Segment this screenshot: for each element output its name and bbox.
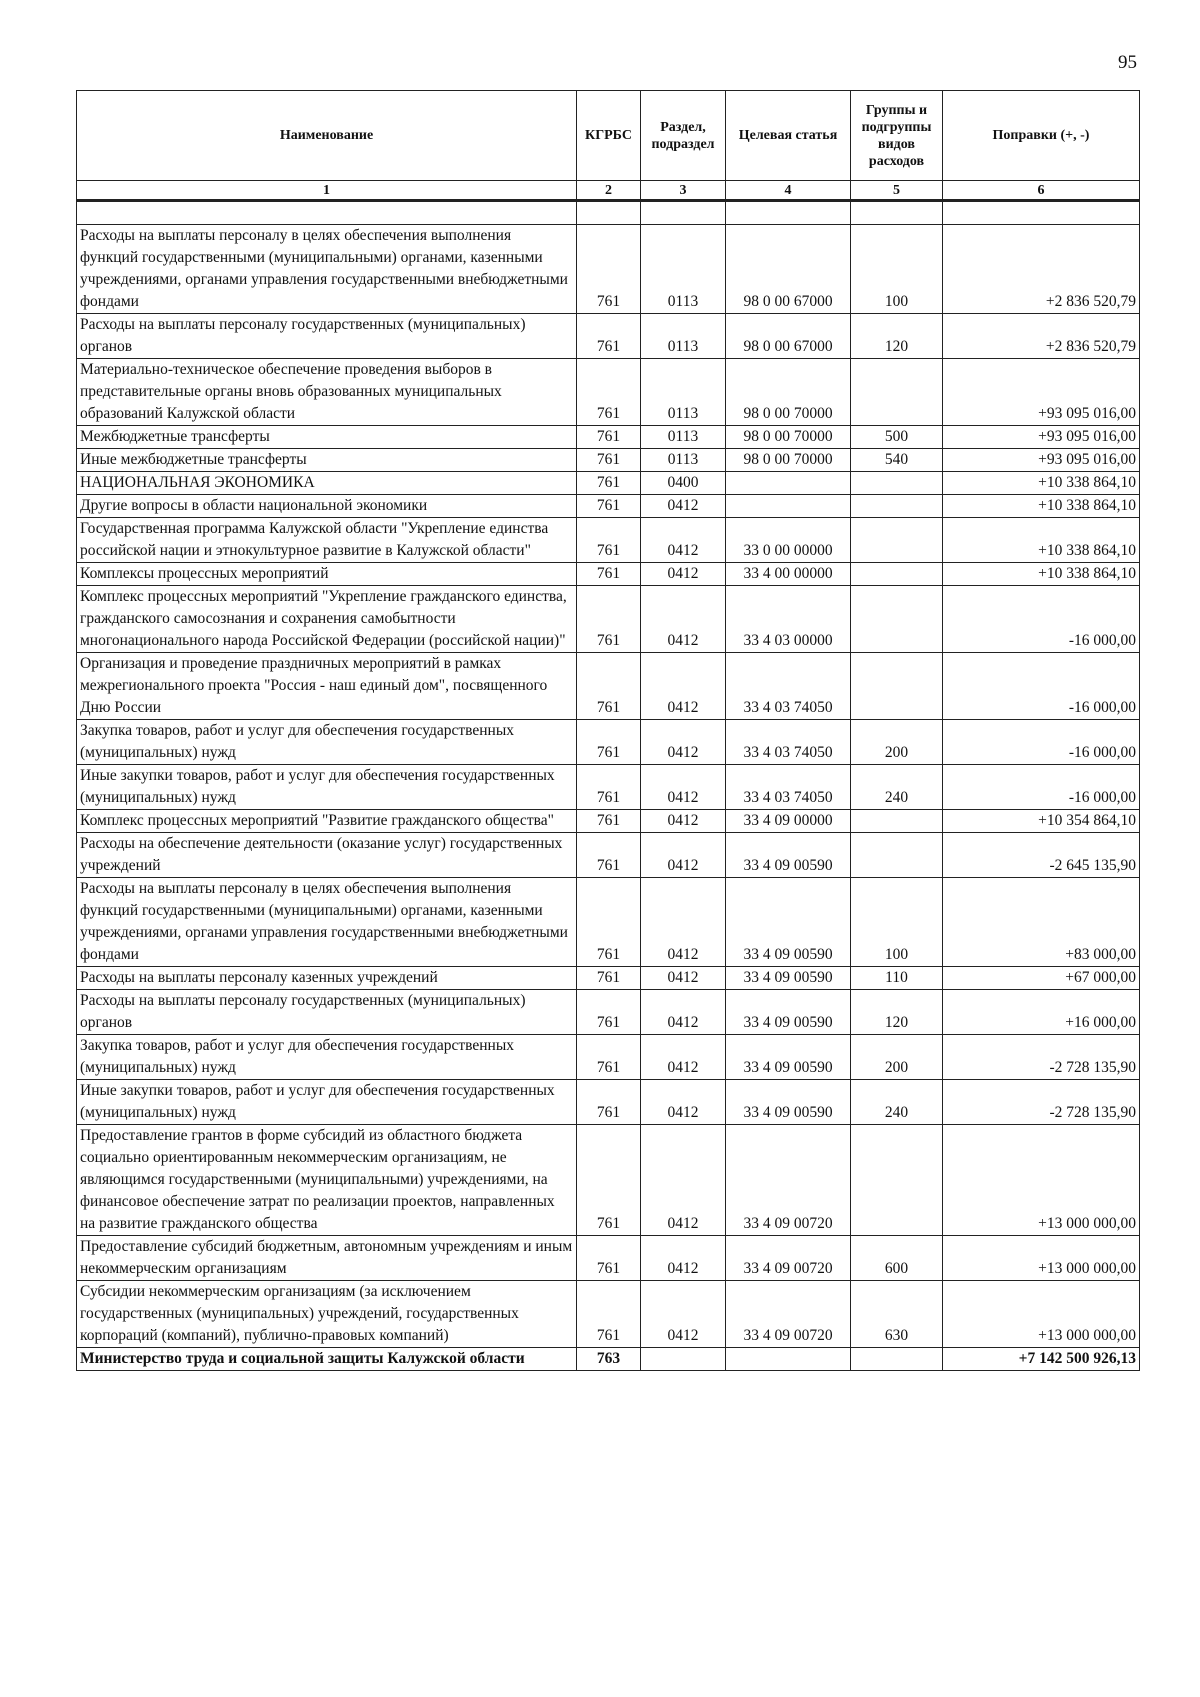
table-row xyxy=(77,653,1140,720)
row-target xyxy=(726,1348,851,1371)
row-group xyxy=(851,563,943,586)
row-kgrbs: 761 xyxy=(577,990,641,1035)
row-group: 110 xyxy=(851,967,943,990)
row-group: 240 xyxy=(851,1080,943,1125)
row-section: 0412 xyxy=(641,586,726,653)
row-amount: +83 000,00 xyxy=(943,878,1140,967)
row-group: 500 xyxy=(851,426,943,449)
row-amount: +10 338 864,10 xyxy=(943,495,1140,518)
row-amount: -16 000,00 xyxy=(943,586,1140,653)
row-amount: +10 338 864,10 xyxy=(943,563,1140,586)
row-target: 33 4 09 00590 xyxy=(726,967,851,990)
row-target: 33 4 09 00720 xyxy=(726,1281,851,1348)
row-target: 33 4 03 74050 xyxy=(726,653,851,720)
row-name: Расходы на выплаты персоналу в целях обеспечения выполнения функций государственными (муниципальными) органами, казенными учреждениями, органами управления государственными внебюджетными фондами xyxy=(77,878,577,967)
column-number: 4 xyxy=(726,181,851,201)
row-amount: -16 000,00 xyxy=(943,720,1140,765)
row-name: Комплексы процессных мероприятий xyxy=(77,563,577,586)
row-kgrbs: 761 xyxy=(577,495,641,518)
row-name: Иные межбюджетные трансферты xyxy=(77,449,577,472)
row-name: Расходы на выплаты персоналу государственных (муниципальных) органов xyxy=(77,314,577,359)
spacer-row xyxy=(77,201,1140,225)
row-target xyxy=(726,472,851,495)
row-target: 33 0 00 00000 xyxy=(726,518,851,563)
row-kgrbs: 761 xyxy=(577,765,641,810)
table-row xyxy=(77,495,1140,518)
row-target: 33 4 09 00000 xyxy=(726,810,851,833)
row-kgrbs: 761 xyxy=(577,225,641,314)
row-kgrbs: 761 xyxy=(577,586,641,653)
row-amount: +13 000 000,00 xyxy=(943,1236,1140,1281)
row-amount: -16 000,00 xyxy=(943,765,1140,810)
row-kgrbs: 761 xyxy=(577,878,641,967)
row-amount: +93 095 016,00 xyxy=(943,359,1140,426)
page-number: 95 xyxy=(1118,52,1137,73)
column-number-row xyxy=(77,181,1140,201)
row-kgrbs: 761 xyxy=(577,563,641,586)
row-amount: -2 645 135,90 xyxy=(943,833,1140,878)
row-name: Межбюджетные трансферты xyxy=(77,426,577,449)
table-row xyxy=(77,1281,1140,1348)
row-name: Министерство труда и социальной защиты Калужской области xyxy=(77,1348,577,1371)
row-amount: +93 095 016,00 xyxy=(943,449,1140,472)
header-name: Наименование xyxy=(77,91,577,181)
row-name: Субсидии некоммерческим организациям (за исключением государственных (муниципальных) учреждений, государственных корпораций (компаний), публично-правовых компаний) xyxy=(77,1281,577,1348)
row-section: 0113 xyxy=(641,225,726,314)
row-group xyxy=(851,472,943,495)
row-amount: +10 354 864,10 xyxy=(943,810,1140,833)
row-kgrbs: 761 xyxy=(577,449,641,472)
row-amount: +7 142 500 926,13 xyxy=(943,1348,1140,1371)
row-name: Организация и проведение праздничных мероприятий в рамках межрегионального проекта "Россия - наш единый дом", посвященного Дню России xyxy=(77,653,577,720)
row-target: 98 0 00 70000 xyxy=(726,449,851,472)
row-name: Расходы на обеспечение деятельности (оказание услуг) государственных учреждений xyxy=(77,833,577,878)
row-target xyxy=(726,495,851,518)
row-target: 98 0 00 67000 xyxy=(726,225,851,314)
row-group xyxy=(851,653,943,720)
row-amount: +16 000,00 xyxy=(943,990,1140,1035)
row-group xyxy=(851,495,943,518)
header-target: Целевая статья xyxy=(726,91,851,181)
row-name: Комплекс процессных мероприятий "Укрепление гражданского единства, гражданского самосознания и сохранения самобытности многонационального народа Российской Федерации (российской нации)" xyxy=(77,586,577,653)
row-amount: -16 000,00 xyxy=(943,653,1140,720)
table-row xyxy=(77,472,1140,495)
row-name: Закупка товаров, работ и услуг для обеспечения государственных (муниципальных) нужд xyxy=(77,720,577,765)
row-group: 100 xyxy=(851,878,943,967)
row-kgrbs: 761 xyxy=(577,1281,641,1348)
row-amount: +67 000,00 xyxy=(943,967,1140,990)
row-kgrbs: 761 xyxy=(577,1125,641,1236)
row-target: 33 4 03 74050 xyxy=(726,765,851,810)
row-amount: -2 728 135,90 xyxy=(943,1080,1140,1125)
table-row xyxy=(77,1080,1140,1125)
row-amount: -2 728 135,90 xyxy=(943,1035,1140,1080)
row-kgrbs: 761 xyxy=(577,1236,641,1281)
row-name: Государственная программа Калужской области "Укрепление единства российской нации и этнокультурное развитие в Калужской области" xyxy=(77,518,577,563)
header-kgrbs: КГРБС xyxy=(577,91,641,181)
row-group xyxy=(851,359,943,426)
row-kgrbs: 761 xyxy=(577,1035,641,1080)
row-kgrbs: 761 xyxy=(577,314,641,359)
row-section: 0412 xyxy=(641,495,726,518)
column-number: 2 xyxy=(577,181,641,201)
row-kgrbs: 761 xyxy=(577,653,641,720)
row-amount: +2 836 520,79 xyxy=(943,314,1140,359)
table-body xyxy=(77,201,1140,1371)
row-target: 33 4 09 00720 xyxy=(726,1125,851,1236)
row-group: 200 xyxy=(851,1035,943,1080)
row-group: 120 xyxy=(851,990,943,1035)
row-amount: +93 095 016,00 xyxy=(943,426,1140,449)
table-row xyxy=(77,563,1140,586)
row-kgrbs: 761 xyxy=(577,833,641,878)
table-row xyxy=(77,720,1140,765)
row-target: 33 4 03 74050 xyxy=(726,720,851,765)
row-name: Расходы на выплаты персоналу государственных (муниципальных) органов xyxy=(77,990,577,1035)
row-name: Закупка товаров, работ и услуг для обеспечения государственных (муниципальных) нужд xyxy=(77,1035,577,1080)
row-section: 0412 xyxy=(641,878,726,967)
table-row xyxy=(77,833,1140,878)
row-group xyxy=(851,833,943,878)
row-name: Предоставление субсидий бюджетным, автономным учреждениям и иным некоммерческим организациям xyxy=(77,1236,577,1281)
row-group: 540 xyxy=(851,449,943,472)
table-row xyxy=(77,449,1140,472)
row-section: 0412 xyxy=(641,518,726,563)
row-amount: +13 000 000,00 xyxy=(943,1281,1140,1348)
table-row xyxy=(77,225,1140,314)
row-kgrbs: 761 xyxy=(577,518,641,563)
row-kgrbs: 761 xyxy=(577,967,641,990)
row-group xyxy=(851,810,943,833)
column-number: 5 xyxy=(851,181,943,201)
row-amount: +10 338 864,10 xyxy=(943,518,1140,563)
row-target: 33 4 09 00590 xyxy=(726,990,851,1035)
row-group: 600 xyxy=(851,1236,943,1281)
row-amount: +13 000 000,00 xyxy=(943,1125,1140,1236)
row-name: Комплекс процессных мероприятий "Развитие гражданского общества" xyxy=(77,810,577,833)
row-target: 33 4 00 00000 xyxy=(726,563,851,586)
row-section: 0113 xyxy=(641,314,726,359)
column-number: 3 xyxy=(641,181,726,201)
row-section: 0412 xyxy=(641,1125,726,1236)
table-row xyxy=(77,1236,1140,1281)
row-target: 98 0 00 70000 xyxy=(726,426,851,449)
row-kgrbs: 761 xyxy=(577,720,641,765)
row-section: 0412 xyxy=(641,967,726,990)
table-row xyxy=(77,314,1140,359)
column-number: 1 xyxy=(77,181,577,201)
row-name: Иные закупки товаров, работ и услуг для обеспечения государственных (муниципальных) нужд xyxy=(77,765,577,810)
table-row xyxy=(77,426,1140,449)
row-group: 120 xyxy=(851,314,943,359)
row-group: 100 xyxy=(851,225,943,314)
column-number: 6 xyxy=(943,181,1140,201)
row-target: 33 4 09 00590 xyxy=(726,878,851,967)
row-target: 33 4 09 00590 xyxy=(726,833,851,878)
row-section: 0412 xyxy=(641,1236,726,1281)
table-row xyxy=(77,359,1140,426)
row-name: Иные закупки товаров, работ и услуг для обеспечения государственных (муниципальных) нужд xyxy=(77,1080,577,1125)
row-section: 0412 xyxy=(641,720,726,765)
row-target: 33 4 03 00000 xyxy=(726,586,851,653)
row-group xyxy=(851,518,943,563)
row-section: 0412 xyxy=(641,810,726,833)
table-row xyxy=(77,1035,1140,1080)
table-row xyxy=(77,1348,1140,1371)
row-amount: +2 836 520,79 xyxy=(943,225,1140,314)
row-group xyxy=(851,1125,943,1236)
row-name: Предоставление грантов в форме субсидий из областного бюджета социально ориентированным некоммерческим организациям, не являющимся государственными (муниципальными) учреждениями, на финансовое обеспечение затрат по реализации проектов, направленных на развитие гражданского общества xyxy=(77,1125,577,1236)
header-row xyxy=(77,91,1140,181)
header-group: Группы и подгруппы видов расходов xyxy=(851,91,943,181)
row-group: 240 xyxy=(851,765,943,810)
table-row xyxy=(77,810,1140,833)
row-section: 0412 xyxy=(641,833,726,878)
row-section xyxy=(641,1348,726,1371)
table-row xyxy=(77,878,1140,967)
row-kgrbs: 761 xyxy=(577,359,641,426)
row-kgrbs: 761 xyxy=(577,426,641,449)
row-group: 200 xyxy=(851,720,943,765)
header-amount: Поправки (+, -) xyxy=(943,91,1140,181)
header-section: Раздел, подраздел xyxy=(641,91,726,181)
row-group xyxy=(851,1348,943,1371)
budget-amendments-table xyxy=(76,90,1140,1371)
row-section: 0113 xyxy=(641,359,726,426)
row-group xyxy=(851,586,943,653)
table-row xyxy=(77,967,1140,990)
row-group: 630 xyxy=(851,1281,943,1348)
row-section: 0113 xyxy=(641,449,726,472)
row-name: Расходы на выплаты персоналу в целях обеспечения выполнения функций государственными (муниципальными) органами, казенными учреждениями, органами управления государственными внебюджетными фондами xyxy=(77,225,577,314)
table-row xyxy=(77,518,1140,563)
row-section: 0400 xyxy=(641,472,726,495)
table-row xyxy=(77,990,1140,1035)
row-section: 0412 xyxy=(641,1035,726,1080)
row-target: 98 0 00 67000 xyxy=(726,314,851,359)
row-section: 0412 xyxy=(641,653,726,720)
row-section: 0113 xyxy=(641,426,726,449)
row-section: 0412 xyxy=(641,765,726,810)
row-section: 0412 xyxy=(641,990,726,1035)
row-amount: +10 338 864,10 xyxy=(943,472,1140,495)
row-target: 33 4 09 00590 xyxy=(726,1080,851,1125)
table-row xyxy=(77,765,1140,810)
row-kgrbs: 761 xyxy=(577,1080,641,1125)
row-section: 0412 xyxy=(641,563,726,586)
row-name: НАЦИОНАЛЬНАЯ ЭКОНОМИКА xyxy=(77,472,577,495)
row-kgrbs: 761 xyxy=(577,472,641,495)
row-kgrbs: 761 xyxy=(577,810,641,833)
row-name: Расходы на выплаты персоналу казенных учреждений xyxy=(77,967,577,990)
row-section: 0412 xyxy=(641,1080,726,1125)
row-section: 0412 xyxy=(641,1281,726,1348)
row-name: Другие вопросы в области национальной экономики xyxy=(77,495,577,518)
row-target: 98 0 00 70000 xyxy=(726,359,851,426)
table-row xyxy=(77,1125,1140,1236)
row-kgrbs: 763 xyxy=(577,1348,641,1371)
table-row xyxy=(77,586,1140,653)
row-target: 33 4 09 00720 xyxy=(726,1236,851,1281)
row-name: Материально-техническое обеспечение проведения выборов в представительные органы вновь образованных муниципальных образований Калужской области xyxy=(77,359,577,426)
row-target: 33 4 09 00590 xyxy=(726,1035,851,1080)
